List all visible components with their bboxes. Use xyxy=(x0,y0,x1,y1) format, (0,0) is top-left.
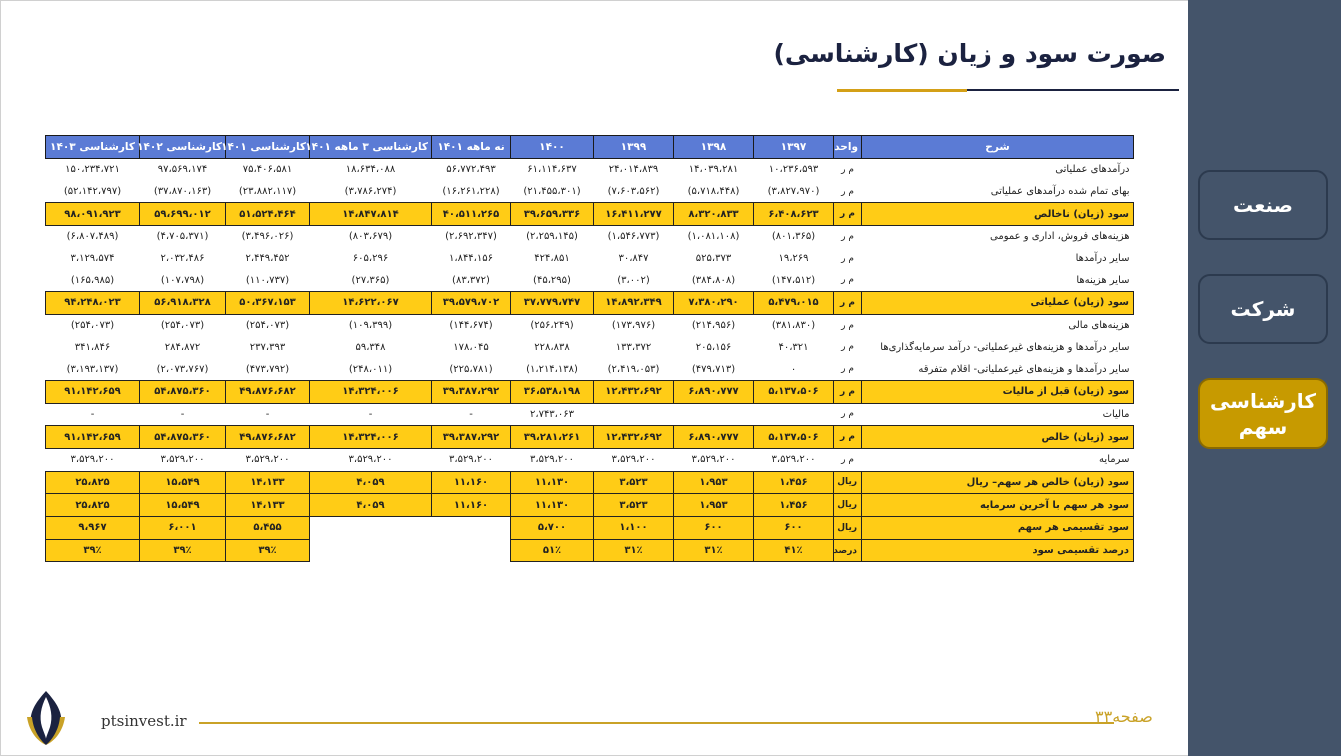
value-cell: (۲،۲۵۹،۱۴۵) xyxy=(526,231,578,243)
value-cell: (۲۳،۸۸۲،۱۱۷) xyxy=(238,186,297,198)
table-row xyxy=(46,471,1134,494)
income-statement-table xyxy=(45,135,1134,562)
row-label: سود (زیان) قبل از مالیات xyxy=(862,380,1134,403)
value-cell: ۰ xyxy=(790,363,797,375)
column-header: کارشناسی ۱۴۰۳ xyxy=(46,136,140,159)
value-cell: (۱۴۴،۶۷۴) xyxy=(449,320,493,332)
value-cell: ۵۰،۳۶۷،۱۵۳ xyxy=(226,292,310,315)
table-row xyxy=(46,181,1134,203)
value-cell: - xyxy=(265,408,270,420)
value-cell: - xyxy=(469,408,473,420)
value-cell: ۳،۵۲۹،۲۰۰ xyxy=(611,454,656,466)
table-row xyxy=(46,314,1134,336)
value-cell: (۸۰۱،۳۶۵) xyxy=(771,231,816,243)
value-cell: ۱،۹۵۳ xyxy=(674,494,754,517)
value-cell: ۱۴،۰۳۹،۲۸۱ xyxy=(688,164,739,176)
row-label: سود (زیان) خالص هر سهم– ریال xyxy=(862,471,1134,494)
column-header: نه ماهه ۱۴۰۱ xyxy=(432,136,511,159)
value-cell: ۴۰،۵۱۱،۲۶۵ xyxy=(432,203,511,226)
company-logo xyxy=(15,687,77,749)
value-cell: - xyxy=(180,408,185,420)
value-cell: (۲۵۶،۲۴۹) xyxy=(530,320,574,332)
value-cell: (۲،۰۷۳،۷۶۷) xyxy=(156,363,209,375)
page-title: صورت سود و زیان (کارشناسی) xyxy=(773,39,1166,68)
value-cell: (۱،۲۱۴،۱۳۸) xyxy=(526,363,578,375)
value-cell: ۶۰۰ xyxy=(754,517,834,540)
table-row xyxy=(46,426,1134,449)
value-cell: (۳،۱۹۳،۱۳۷) xyxy=(66,363,119,375)
value-cell: ۳۷،۷۷۹،۷۴۷ xyxy=(511,292,594,315)
value-cell: ۱۵،۵۴۹ xyxy=(140,494,226,517)
column-header: کارشناسی ۱۴۰۱ xyxy=(226,136,310,159)
column-header: واحد xyxy=(834,136,862,159)
unit-cell: م ر xyxy=(834,380,862,403)
row-label: سایر درآمدها و هزینه‌های غیرعملیاتی- درآمد سرمایه‌گذاری‌ها xyxy=(880,341,1130,353)
value-cell: ۵۲۵،۳۷۳ xyxy=(695,253,732,265)
value-cell: (۱۶۵،۹۸۵) xyxy=(70,274,115,286)
value-cell: ۱۲،۴۳۲،۶۹۲ xyxy=(594,426,674,449)
table-body xyxy=(46,159,1134,562)
unit-cell: م ر xyxy=(834,203,862,226)
value-cell: ۳،۵۲۳ xyxy=(594,494,674,517)
value-cell xyxy=(754,403,834,426)
value-cell: ۵۴،۸۷۵،۳۶۰ xyxy=(140,426,226,449)
value-cell: (۲۵۴،۰۷۳) xyxy=(160,320,205,332)
value-cell: ۱۰،۲۳۶،۵۹۳ xyxy=(768,164,819,176)
value-cell: ۳۱٪ xyxy=(674,539,754,562)
value-cell: ۳،۵۲۹،۲۰۰ xyxy=(245,454,290,466)
title-underline-accent xyxy=(837,89,967,92)
value-cell: ۳،۵۲۹،۲۰۰ xyxy=(448,454,494,466)
value-cell: ۱۴،۸۹۲،۳۴۹ xyxy=(594,292,674,315)
value-cell: ۷۵،۴۰۶،۵۸۱ xyxy=(242,164,293,176)
value-cell: ۲۵،۸۲۵ xyxy=(46,494,140,517)
value-cell: ۱۳۳،۳۷۲ xyxy=(615,341,652,353)
value-cell: (۴،۷۰۵،۳۷۱) xyxy=(156,231,209,243)
value-cell: ۳۱٪ xyxy=(594,539,674,562)
value-cell: - xyxy=(90,408,95,420)
value-cell: ۶،۰۰۱ xyxy=(140,517,226,540)
value-cell: ۱۱،۱۶۰ xyxy=(432,471,511,494)
value-cell: ۳۰،۸۴۷ xyxy=(618,253,649,265)
value-cell: (۱،۵۴۶،۷۷۳) xyxy=(607,231,660,243)
value-cell: ۴۹،۸۷۶،۶۸۲ xyxy=(226,426,310,449)
value-cell xyxy=(432,517,511,540)
page-number: صفحه۳۳ xyxy=(1095,707,1153,726)
value-cell: (۳،۴۹۶،۰۲۶) xyxy=(241,231,294,243)
value-cell: ۶۰۰ xyxy=(674,517,754,540)
value-cell: (۳۷،۸۷۰،۱۶۳) xyxy=(153,186,212,198)
row-label: سرمایه xyxy=(1099,454,1130,466)
value-cell: (۱۰۹،۳۹۹) xyxy=(348,320,393,332)
value-cell: (۲۷،۳۶۵) xyxy=(351,274,390,286)
value-cell: ۳،۵۲۹،۲۰۰ xyxy=(771,454,816,466)
table-row xyxy=(46,248,1134,270)
value-cell: (۲۱۴،۹۵۶) xyxy=(691,320,736,332)
row-label: سود هر سهم با آخرین سرمایه xyxy=(862,494,1134,517)
value-cell: ۱۴،۸۴۷،۸۱۴ xyxy=(310,203,432,226)
value-cell: ۳۹،۲۸۱،۲۶۱ xyxy=(511,426,594,449)
value-cell: ۲۴،۰۱۴،۸۳۹ xyxy=(608,164,659,176)
nav-industry-button[interactable]: صنعت xyxy=(1198,170,1328,240)
value-cell: (۲۵۴،۰۷۳) xyxy=(70,320,115,332)
value-cell: ۲۰۵،۱۵۶ xyxy=(695,341,732,353)
value-cell: ۲۵،۸۲۵ xyxy=(46,471,140,494)
value-cell xyxy=(594,403,674,426)
value-cell xyxy=(432,539,511,562)
value-cell: ۳،۱۲۹،۵۷۴ xyxy=(70,253,115,265)
value-cell: ۶،۸۹۰،۷۷۷ xyxy=(674,380,754,403)
unit-cell: ریال xyxy=(834,471,862,494)
value-cell: ۶،۸۹۰،۷۷۷ xyxy=(674,426,754,449)
row-label: هزینه‌های فروش، اداری و عمومی xyxy=(990,231,1130,243)
value-cell: - xyxy=(368,408,373,420)
table-row xyxy=(46,358,1134,380)
unit-cell: ریال xyxy=(834,517,862,540)
table-row xyxy=(46,337,1134,359)
column-header: ۱۴۰۰ xyxy=(511,136,594,159)
value-cell: ۱۲،۴۳۲،۶۹۲ xyxy=(594,380,674,403)
value-cell: ۳۹،۵۷۹،۷۰۲ xyxy=(432,292,511,315)
value-cell: ۱،۸۴۴،۱۵۶ xyxy=(448,253,494,265)
value-cell: ۱۱،۱۳۰ xyxy=(511,471,594,494)
value-cell: (۴۷۳،۷۹۲) xyxy=(245,363,290,375)
row-label: سود (زیان) عملیاتی xyxy=(862,292,1134,315)
value-cell xyxy=(310,539,432,562)
value-cell: ۱۴،۱۳۳ xyxy=(226,471,310,494)
value-cell: ۱،۴۵۶ xyxy=(754,494,834,517)
value-cell: ۳،۵۲۳ xyxy=(594,471,674,494)
value-cell: (۱۰۷،۷۹۸) xyxy=(160,274,205,286)
value-cell: ۵۱٪ xyxy=(511,539,594,562)
row-label: هزینه‌های مالی xyxy=(1068,320,1130,332)
value-cell: ۳۹،۶۵۹،۳۳۶ xyxy=(511,203,594,226)
unit-cell: م ر xyxy=(834,426,862,449)
value-cell: (۳،۰۰۲) xyxy=(617,274,650,286)
value-cell: ۱۸،۶۳۴،۰۸۸ xyxy=(345,164,396,176)
table-row xyxy=(46,403,1134,426)
column-header: ۱۳۹۷ xyxy=(754,136,834,159)
column-header: کارشناسی ۳ ماهه ۱۴۰۱ xyxy=(310,136,432,159)
table-header-row xyxy=(46,136,1134,159)
value-cell: ۹۷،۵۶۹،۱۷۴ xyxy=(157,164,208,176)
value-cell: (۲،۶۹۲،۳۴۷) xyxy=(445,231,497,243)
row-label: سود تقسیمی هر سهم xyxy=(862,517,1134,540)
unit-cell: م ر xyxy=(841,164,854,175)
unit-cell: م ر xyxy=(841,454,854,465)
value-cell: ۲،۷۴۳،۰۶۳ xyxy=(529,408,575,420)
column-header: شرح xyxy=(862,136,1134,159)
value-cell: (۴۵،۲۹۵) xyxy=(533,274,571,286)
value-cell: ۶،۴۰۸،۶۲۳ xyxy=(754,203,834,226)
value-cell: (۵۲،۱۴۲،۷۹۷) xyxy=(63,186,122,198)
value-cell: (۲۵۴،۰۷۳) xyxy=(245,320,290,332)
value-cell: ۳،۵۲۹،۲۰۰ xyxy=(160,454,205,466)
value-cell: ۴۹،۸۷۶،۶۸۲ xyxy=(226,380,310,403)
column-header: کارشناسی ۱۴۰۲ xyxy=(140,136,226,159)
row-label: بهای تمام شده درآمدهای عملیاتی xyxy=(990,186,1130,198)
value-cell: ۵۶،۷۷۲،۴۹۳ xyxy=(446,164,496,176)
unit-cell: م ر xyxy=(841,409,854,420)
value-cell: ۹،۹۶۷ xyxy=(46,517,140,540)
unit-cell: م ر xyxy=(841,364,854,375)
value-cell: (۳۸۴،۸۰۸) xyxy=(691,274,736,286)
row-label: درصد تقسیمی سود xyxy=(862,539,1134,562)
value-cell: (۱۷۳،۹۷۶) xyxy=(611,320,656,332)
value-cell: ۱،۴۵۶ xyxy=(754,471,834,494)
value-cell: (۱۱۰،۷۳۷) xyxy=(245,274,290,286)
value-cell: ۵،۱۳۷،۵۰۶ xyxy=(754,426,834,449)
value-cell: (۷،۶۰۳،۵۶۲) xyxy=(607,186,660,198)
value-cell: (۱۶،۲۶۱،۲۲۸) xyxy=(442,186,500,198)
value-cell: ۴۲۴،۸۵۱ xyxy=(534,253,570,265)
column-header: ۱۳۹۹ xyxy=(594,136,674,159)
value-cell: (۱،۰۸۱،۱۰۸) xyxy=(687,231,740,243)
value-cell xyxy=(310,517,432,540)
value-cell: ۳۴۱،۸۴۶ xyxy=(74,341,111,353)
unit-cell: م ر xyxy=(841,186,854,197)
table-row xyxy=(46,203,1134,226)
table-row xyxy=(46,269,1134,291)
value-cell: (۸۰۳،۶۷۹) xyxy=(348,231,393,243)
value-cell: ۱۱،۱۶۰ xyxy=(432,494,511,517)
unit-cell: ریال xyxy=(834,494,862,517)
row-label: سایر درآمدها xyxy=(1075,253,1130,265)
value-cell: (۲۲۵،۷۸۱) xyxy=(449,363,493,375)
value-cell: ۱۴،۳۲۴،۰۰۶ xyxy=(310,426,432,449)
value-cell: ۹۱،۱۴۲،۶۵۹ xyxy=(46,426,140,449)
value-cell: ۱۴،۱۳۳ xyxy=(226,494,310,517)
value-cell: ۵۹،۶۹۹،۰۱۲ xyxy=(140,203,226,226)
value-cell: ۵۱،۵۲۴،۴۶۴ xyxy=(226,203,310,226)
value-cell: ۹۸،۰۹۱،۹۲۳ xyxy=(46,203,140,226)
value-cell: ۳،۵۲۹،۲۰۰ xyxy=(348,454,393,466)
footer-line xyxy=(199,722,1114,724)
value-cell: ۵،۴۷۹،۰۱۵ xyxy=(754,292,834,315)
value-cell: ۱،۹۵۳ xyxy=(674,471,754,494)
value-cell: ۱۴،۶۲۲،۰۶۷ xyxy=(310,292,432,315)
unit-cell: م ر xyxy=(841,275,854,286)
value-cell: (۲۱،۴۵۵،۳۰۱) xyxy=(523,186,581,198)
table-row xyxy=(46,292,1134,315)
value-cell: ۳،۵۲۹،۲۰۰ xyxy=(691,454,736,466)
unit-cell: م ر xyxy=(841,320,854,331)
value-cell: ۳،۵۲۹،۲۰۰ xyxy=(70,454,115,466)
row-label: سایر هزینه‌ها xyxy=(1076,274,1130,286)
value-cell: (۵،۷۱۸،۴۴۸) xyxy=(687,186,740,198)
row-label: مالیات xyxy=(1102,408,1130,420)
value-cell: ۱۱،۱۳۰ xyxy=(511,494,594,517)
value-cell xyxy=(674,403,754,426)
value-cell: (۲۴۸،۰۱۱) xyxy=(348,363,393,375)
table-row xyxy=(46,159,1134,181)
value-cell: (۳۸۱،۸۳۰) xyxy=(771,320,816,332)
value-cell: (۳،۷۸۶،۲۷۴) xyxy=(344,186,397,198)
row-label: سود (زیان) خالص xyxy=(862,426,1134,449)
row-label: درآمدهای عملیاتی xyxy=(1055,164,1130,176)
row-label: سود (زیان) ناخالص xyxy=(862,203,1134,226)
value-cell: (۸۳،۳۷۲) xyxy=(452,274,490,286)
value-cell: (۳،۸۲۷،۹۷۰) xyxy=(767,186,820,198)
value-cell: (۶،۸۰۷،۴۸۹) xyxy=(66,231,119,243)
value-cell: ۳،۵۲۹،۲۰۰ xyxy=(529,454,575,466)
table-row xyxy=(46,517,1134,540)
value-cell: ۵،۴۵۵ xyxy=(226,517,310,540)
value-cell: ۳۹،۳۸۷،۲۹۲ xyxy=(432,426,511,449)
website-link[interactable]: ptsinvest.ir xyxy=(101,712,187,730)
column-header: ۱۳۹۸ xyxy=(674,136,754,159)
value-cell: ۴۰،۳۲۱ xyxy=(778,341,809,353)
unit-cell: درصد xyxy=(834,539,862,562)
value-cell: ۱۴،۳۲۴،۰۰۶ xyxy=(310,380,432,403)
table-row xyxy=(46,448,1134,471)
value-cell: ۹۱،۱۴۲،۶۵۹ xyxy=(46,380,140,403)
value-cell: ۶۰۵،۲۹۶ xyxy=(352,253,389,265)
value-cell: ۱،۱۰۰ xyxy=(594,517,674,540)
value-cell: ۲،۰۳۲،۴۸۶ xyxy=(160,253,205,265)
value-cell: ۱۷۸،۰۴۵ xyxy=(453,341,489,353)
value-cell: ۱۵۰،۲۳۴،۷۲۱ xyxy=(65,164,120,176)
value-cell: ۲۲۸،۸۳۸ xyxy=(534,341,570,353)
unit-cell: م ر xyxy=(841,253,854,264)
value-cell: ۱۹،۲۶۹ xyxy=(778,253,809,265)
value-cell: ۴،۰۵۹ xyxy=(310,471,432,494)
value-cell: (۲،۴۱۹،۰۵۳) xyxy=(607,363,660,375)
value-cell: ۴،۰۵۹ xyxy=(310,494,432,517)
table-row xyxy=(46,539,1134,562)
value-cell: ۳۶،۵۳۸،۱۹۸ xyxy=(511,380,594,403)
value-cell: (۴۷۹،۷۱۳) xyxy=(691,363,736,375)
value-cell: ۷،۳۸۰،۲۹۰ xyxy=(674,292,754,315)
value-cell: ۵،۷۰۰ xyxy=(511,517,594,540)
value-cell: ۳۹،۳۸۷،۲۹۲ xyxy=(432,380,511,403)
value-cell: (۱۴۷،۵۱۲) xyxy=(771,274,816,286)
nav-stock-valuation-button[interactable]: کارشناسی سهم xyxy=(1198,378,1328,449)
value-cell: ۱۶،۴۱۱،۲۷۷ xyxy=(594,203,674,226)
value-cell: ۳۹٪ xyxy=(46,539,140,562)
row-label: سایر درآمدها و هزینه‌های غیرعملیاتی- اقلام متفرقه xyxy=(918,363,1130,375)
value-cell: ۲۸۴،۸۷۲ xyxy=(164,341,201,353)
value-cell: ۴۱٪ xyxy=(754,539,834,562)
table-row xyxy=(46,494,1134,517)
value-cell: ۹۴،۲۴۸،۰۲۳ xyxy=(46,292,140,315)
unit-cell: م ر xyxy=(841,231,854,242)
value-cell: ۶۱،۱۱۴،۶۳۷ xyxy=(527,164,577,176)
nav-company-button[interactable]: شرکت xyxy=(1198,274,1328,344)
value-cell: ۸،۳۲۰،۸۳۳ xyxy=(674,203,754,226)
value-cell: ۲،۴۴۹،۴۵۲ xyxy=(245,253,290,265)
table-row xyxy=(46,380,1134,403)
value-cell: ۵۶،۹۱۸،۳۲۸ xyxy=(140,292,226,315)
value-cell: ۵۹،۳۴۸ xyxy=(355,341,386,353)
value-cell: ۳۹٪ xyxy=(140,539,226,562)
value-cell: ۲۳۷،۳۹۳ xyxy=(249,341,286,353)
value-cell: ۵،۱۳۷،۵۰۶ xyxy=(754,380,834,403)
table-row xyxy=(46,226,1134,248)
unit-cell: م ر xyxy=(834,292,862,315)
value-cell: ۱۵،۵۴۹ xyxy=(140,471,226,494)
value-cell: ۵۴،۸۷۵،۳۶۰ xyxy=(140,380,226,403)
unit-cell: م ر xyxy=(841,342,854,353)
value-cell: ۳۹٪ xyxy=(226,539,310,562)
